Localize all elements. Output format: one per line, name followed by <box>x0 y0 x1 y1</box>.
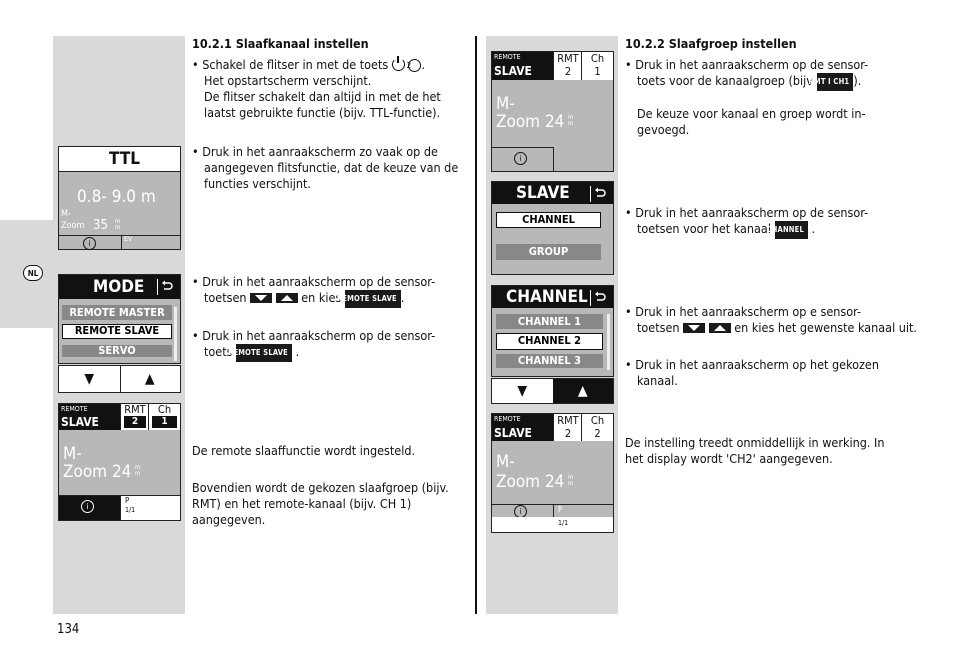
info-icon: i <box>81 500 94 513</box>
p-label: P <box>125 496 130 505</box>
rmt-label: RMT <box>124 403 146 416</box>
slave-menu-title: SLAVE <box>492 182 613 204</box>
zoom-unit: m m <box>568 474 574 487</box>
ev-label: EV <box>124 235 133 243</box>
rmt-label: RMT <box>557 52 579 65</box>
up-arrow-button[interactable]: ▲ <box>553 379 614 403</box>
up-arrow-button[interactable]: ▲ <box>144 371 155 387</box>
slave-label: SLAVE <box>494 426 532 440</box>
rmt-label: RMT <box>557 414 579 427</box>
ch-label: Ch <box>157 403 172 416</box>
column-divider <box>475 36 477 614</box>
menu-item-remote-slave[interactable]: REMOTE SLAVE <box>62 324 172 339</box>
right-p4-text-c: en kies het gewenste kanaal uit. <box>734 320 917 335</box>
left-p4-text-b: toets <box>204 344 233 359</box>
rmt-value: 2 <box>564 65 572 78</box>
right-paragraph-2: De keuze voor kanaal en groep wordt in-gevoegd. <box>637 106 866 137</box>
channel-key: CHANNEL <box>775 221 808 239</box>
menu-item-group[interactable]: GROUP <box>496 244 601 260</box>
back-icon[interactable] <box>590 290 609 306</box>
channel-menu-screen <box>491 285 614 377</box>
remote-label: REMOTE <box>494 53 521 61</box>
right-paragraph-4 <box>625 304 917 336</box>
right-p1-text-a: • Druk in het aanraakscherm op de sensor- <box>625 57 869 72</box>
info-icon: i <box>514 152 527 165</box>
ttl-zoom-label: Zoom <box>61 221 85 231</box>
right-paragraph-3 <box>625 205 917 239</box>
p-value-row <box>492 517 613 532</box>
left-p3-text-c: en kies <box>301 290 342 305</box>
down-arrow-button[interactable]: ▼ <box>492 379 554 403</box>
left-paragraph-2: • Druk in het aanraakscherm zo vaak op de aangegeven flitsfunctie, dat de keuze van de functies verschijnt. <box>192 144 459 191</box>
up-arrow-key-icon <box>709 323 731 333</box>
language-badge: NL <box>23 265 43 281</box>
slave-label: SLAVE <box>61 415 99 429</box>
left-paragraph-4 <box>192 328 469 362</box>
left-p3-text-b: toetsen <box>204 290 247 305</box>
slave-screen-top <box>491 51 614 172</box>
menu-item-channel-2[interactable]: CHANNEL 2 <box>496 333 603 350</box>
ttl-bottom-bar <box>59 235 180 249</box>
left-p4-text-c: . <box>295 344 300 359</box>
ch-label: Ch <box>590 414 605 427</box>
menu-item-channel[interactable]: CHANNEL <box>496 212 601 228</box>
zoom-text: Zoom 24 <box>63 462 132 482</box>
ttl-zoom-value: 35 <box>93 218 108 233</box>
slave-bottom-bar <box>492 504 613 532</box>
info-icon: i <box>514 505 527 518</box>
left-p4-text-a: • Druk in het aanraakscherm op de sensor- <box>192 328 436 343</box>
slave-menu-screen <box>491 181 614 275</box>
right-p1-text-b: toets voor de kanaalgroep (bijv <box>637 73 813 88</box>
ch-value: 1 <box>152 416 177 428</box>
ttl-range: 0.8- 9.0 m <box>77 187 156 207</box>
right-paragraph-6: De instelling treedt onmiddellijk in werking. In het display wordt 'CH2' aangegeven. <box>625 435 885 466</box>
p-cell[interactable] <box>120 496 180 520</box>
p-value: 1/1 <box>125 506 136 514</box>
right-paragraph-1 <box>625 57 917 91</box>
mode-text: M- <box>496 94 515 114</box>
back-icon[interactable] <box>590 186 609 202</box>
p-value: 1/1 <box>558 519 569 527</box>
menu-item-servo[interactable]: SERVO <box>62 345 172 357</box>
zoom-text: Zoom 24 <box>496 472 565 492</box>
ttl-mode: M- <box>61 209 71 219</box>
ch-value: 2 <box>594 427 601 440</box>
left-p1-rest: Het opstartscherm verschijnt. De flitser schakelt dan altijd in met de het laatst gebruikte functie (bijv. TTL-functie). <box>204 73 441 120</box>
ch-value: 1 <box>594 65 601 78</box>
left-paragraph-3 <box>192 274 469 308</box>
left-paragraph-6: Bovendien wordt de gekozen slaafgroep (bijv. RMT) en het remote-kanaal (bijv. CH 1) aangegeven. <box>192 480 449 527</box>
menu-item-channel-3[interactable]: CHANNEL 3 <box>496 354 603 368</box>
left-paragraph-1 <box>192 57 474 121</box>
ttl-screen <box>58 146 181 250</box>
section-heading-right: 10.2.2 Slaafgroep instellen <box>625 36 797 51</box>
slave-bottom-bar <box>59 495 180 520</box>
channel-menu-title: CHANNEL <box>492 286 613 308</box>
ch-cell[interactable] <box>581 414 613 441</box>
remote-label: REMOTE <box>61 405 88 413</box>
mode-screen <box>58 274 181 364</box>
page-number: 134 <box>57 622 80 637</box>
slave-header <box>492 414 553 441</box>
left-p3-text-a: • Druk in het aanraakscherm op de sensor- <box>192 274 436 289</box>
down-arrow-button[interactable]: ▼ <box>59 366 121 392</box>
remote-slave-key: REMOTE SLAVE <box>345 290 401 308</box>
menu-item-channel-1[interactable]: CHANNEL 1 <box>496 314 603 329</box>
down-arrow-key-icon <box>250 293 272 303</box>
ttl-title: TTL <box>59 147 180 172</box>
slave-bottom-bar <box>492 147 613 171</box>
menu-item-remote-master[interactable]: REMOTE MASTER <box>62 305 172 320</box>
scrollbar[interactable] <box>607 314 610 370</box>
power-icon <box>392 58 405 71</box>
right-p3-text-a: • Druk in het aanraakscherm op de sensor- <box>625 205 869 220</box>
slave-header <box>59 404 120 430</box>
right-p3-text-b: toetsen voor het kanaal <box>637 221 771 236</box>
info-button[interactable] <box>59 496 120 520</box>
right-p4-text-b: toetsen <box>637 320 680 335</box>
right-p1-text-c: ). <box>853 73 862 88</box>
rmt-cell[interactable] <box>120 404 149 430</box>
ev-button[interactable] <box>121 235 180 249</box>
left-paragraph-5: De remote slaaffunctie wordt ingesteld. <box>192 443 416 458</box>
ch-cell[interactable] <box>148 404 180 430</box>
zoom-text: Zoom 24 <box>496 112 565 132</box>
rmt-cell[interactable] <box>553 52 582 80</box>
rmt-value: 2 <box>124 416 146 428</box>
section-heading-left: 10.2.1 Slaafkanaal instellen <box>192 36 369 51</box>
right-p3-text-c: . <box>811 221 816 236</box>
info-button[interactable] <box>492 147 554 171</box>
scrollbar[interactable] <box>174 307 177 361</box>
left-p1-text-a: • Schakel de flitser in met de toets <box>192 57 392 72</box>
ch-label: Ch <box>590 52 605 65</box>
slave-header <box>492 52 553 80</box>
up-arrow-key-icon <box>276 293 298 303</box>
remote-label: REMOTE <box>494 415 521 423</box>
rmt-cell[interactable] <box>553 414 582 441</box>
right-p4-text-a: • Druk in het aanraakscherm op e sensor- <box>625 304 862 319</box>
back-icon[interactable] <box>157 279 176 295</box>
right-paragraph-5: • Druk in het aanraakscherm op het gekozen kanaal. <box>625 357 879 388</box>
down-arrow-key-icon <box>683 323 705 333</box>
mode-arrow-buttons <box>58 365 181 393</box>
info-icon[interactable]: i <box>83 237 96 250</box>
p-cell[interactable] <box>553 505 613 517</box>
mode-text: M- <box>496 452 515 472</box>
left-p3-text-d: . <box>400 290 405 305</box>
zoom-unit: m m <box>135 464 141 477</box>
ch-cell[interactable] <box>581 52 613 80</box>
left-p1-text-b: . <box>421 57 425 72</box>
slave-screen-ch2 <box>491 413 614 533</box>
remote-slave-key: REMOTE SLAVE <box>236 344 292 362</box>
mode-title: MODE <box>59 275 180 299</box>
zoom-unit: m m <box>568 114 574 127</box>
p-label: P <box>558 505 563 514</box>
slave-screen-ch1 <box>58 403 181 521</box>
info-button[interactable] <box>492 505 554 517</box>
mode-text: M- <box>63 444 82 464</box>
ttl-zoom-unit: m m <box>115 218 121 231</box>
rmt-ch1-key: RMT I CH1 <box>817 73 854 91</box>
slave-label: SLAVE <box>494 64 532 78</box>
channel-arrow-buttons <box>491 378 614 404</box>
rmt-value: 2 <box>564 427 572 440</box>
callout-number: 2 <box>408 59 421 72</box>
